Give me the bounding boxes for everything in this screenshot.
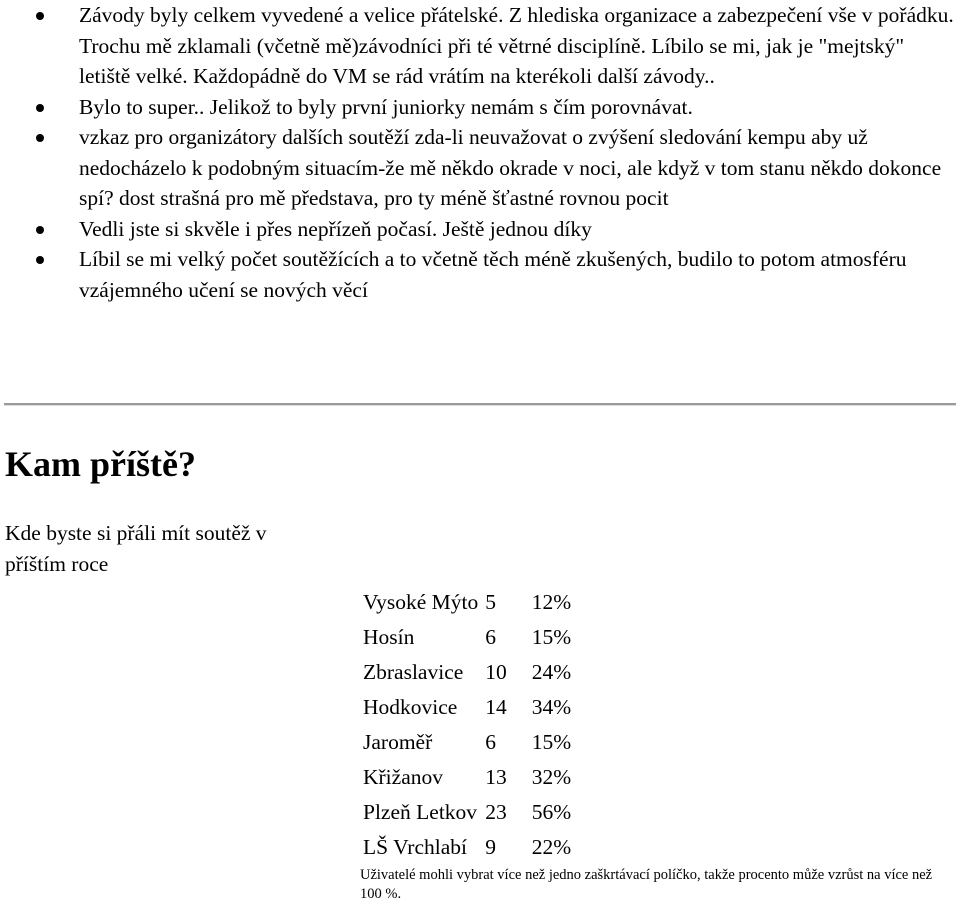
percent-cell: 56% — [531, 800, 572, 824]
results-table — [360, 585, 575, 865]
comment-text: Líbil se mi velký počet soutěžících a to včetně těch méně zkušených, budilo to potom atmosféru vzájemného učení se nových věcí — [79, 247, 907, 302]
list-item — [0, 214, 960, 245]
list-item — [0, 92, 960, 123]
place-cell: Vysoké Mýto — [363, 590, 479, 614]
place-cell: Jaroměř — [363, 730, 433, 754]
bullet-icon — [36, 104, 44, 112]
count-cell: 14 — [485, 695, 507, 719]
table-row — [360, 725, 575, 760]
count-cell: 6 — [485, 625, 497, 649]
percent-cell: 32% — [531, 765, 572, 789]
table-row — [360, 830, 575, 865]
count-cell: 10 — [485, 660, 507, 684]
comment-text: vzkaz pro organizátory dalších soutěží zda-li neuvažovat o zvýšení sledování kempu aby už nedocházelo k podobným situacím-že mě někdo okrade v noci, ale když v tom stanu někdo dokonce spí? dost strašná pro mě představa, pro ty méně šťastné rovnou pocit — [79, 125, 942, 210]
survey-question: Kde byste si přáli mít soutěž v příštím roce — [5, 521, 267, 576]
table-row — [360, 760, 575, 795]
percent-cell: 12% — [531, 590, 572, 614]
bullet-icon — [36, 134, 44, 142]
comment-text: Vedli jste si skvěle i přes nepřízeň počasí. Ještě jednou díky — [79, 216, 592, 241]
place-cell: Křižanov — [363, 765, 443, 789]
list-item — [0, 244, 960, 305]
bullet-icon — [36, 226, 44, 234]
place-cell: Zbraslavice — [363, 660, 464, 684]
percent-cell: 34% — [531, 695, 572, 719]
count-cell: 6 — [485, 730, 497, 754]
list-item — [0, 0, 960, 92]
footnote: Uživatelé mohli vybrat více než jedno zaškrtávací políčko, takže procento může vzrůst na více než 100 %. — [360, 867, 933, 902]
horizontal-divider — [4, 403, 956, 406]
bullet-icon — [36, 256, 44, 264]
place-cell: Hodkovice — [363, 695, 458, 719]
comment-text: Bylo to super.. Jelikož to byly první juniorky nemám s čím porovnávat. — [79, 94, 693, 119]
percent-cell: 15% — [531, 625, 572, 649]
count-cell: 5 — [485, 590, 497, 614]
percent-cell: 22% — [531, 835, 572, 859]
comment-list — [0, 0, 960, 305]
table-row — [360, 795, 575, 830]
comment-text: Závody byly celkem vyvedené a velice přátelské. Z hlediska organizace a zabezpečení vše v pořádku. Trochu mě zklamali (včetně mě)závodníci při té větrné disciplíně. Líbilo se mi, jak je "mejtský" letiště velké. Každopádně do VM se rád vrátím na kterékoli další závody.. — [79, 3, 954, 88]
place-cell: Plzeň Letkov — [363, 800, 478, 824]
table-row — [360, 690, 575, 725]
table-row — [360, 620, 575, 655]
place-cell: Hosín — [363, 625, 415, 649]
percent-cell: 15% — [531, 730, 572, 754]
table-row — [360, 655, 575, 690]
bullet-icon — [36, 12, 44, 20]
list-item — [0, 122, 960, 214]
count-cell: 23 — [485, 800, 507, 824]
percent-cell: 24% — [531, 660, 572, 684]
count-cell: 13 — [485, 765, 507, 789]
count-cell: 9 — [485, 835, 497, 859]
section-title: Kam příště? — [5, 444, 196, 484]
place-cell: LŠ Vrchlabí — [363, 835, 468, 859]
table-row — [360, 585, 575, 620]
